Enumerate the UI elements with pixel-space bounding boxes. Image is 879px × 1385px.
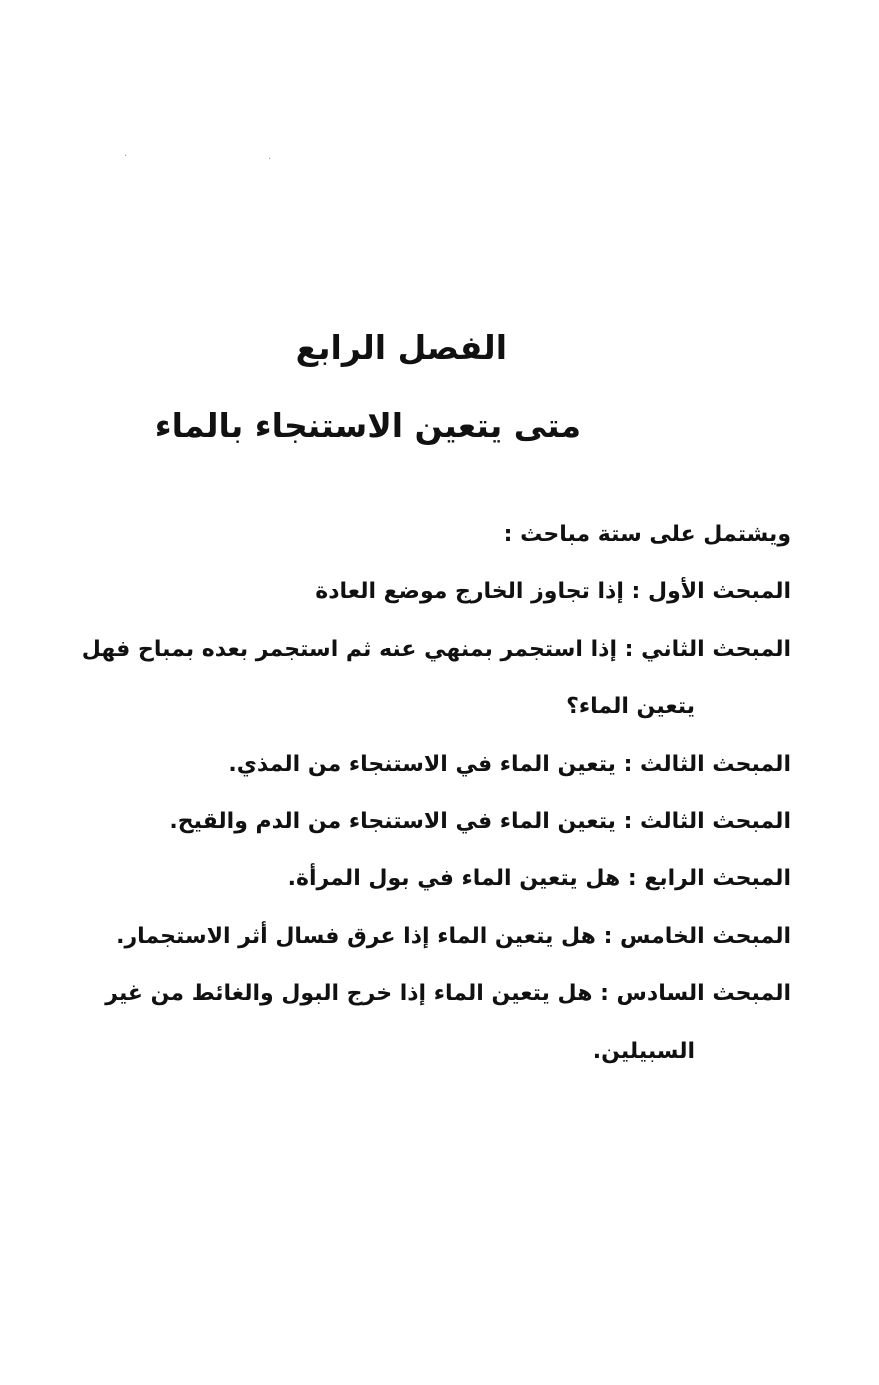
section-item-5: المبحث الرابع : هل يتعين الماء في بول المرأة. xyxy=(287,866,791,892)
contents-list xyxy=(81,506,791,1080)
section-item-2-continuation: يتعين الماء؟ xyxy=(566,694,695,720)
section-item-1: المبحث الأول : إذا تجاوز الخارج موضع العادة xyxy=(315,579,791,605)
section-item-7: المبحث السادس : هل يتعين الماء إذا خرج البول والغائط من غير xyxy=(105,981,791,1007)
contents-intro: ويشتمل على ستة مباحث : xyxy=(503,522,791,547)
section-item-2: المبحث الثاني : إذا استجمر بمنهي عنه ثم استجمر بعده بمباح فهل xyxy=(81,636,791,662)
scan-speck: · xyxy=(268,154,272,165)
scan-speck: · xyxy=(124,151,128,162)
chapter-title: الفصل الرابع xyxy=(295,328,507,367)
section-item-7-continuation: السبيلين. xyxy=(592,1038,695,1064)
section-item-6: المبحث الخامس : هل يتعين الماء إذا عرق فسال أثر الاستجمار. xyxy=(116,923,791,949)
section-item-3: المبحث الثالث : يتعين الماء في الاستنجاء من المذي. xyxy=(228,751,791,777)
section-item-4: المبحث الثالث : يتعين الماء في الاستنجاء من الدم والقيح. xyxy=(169,809,791,835)
chapter-subtitle: متى يتعين الاستنجاء بالماء xyxy=(154,406,581,445)
